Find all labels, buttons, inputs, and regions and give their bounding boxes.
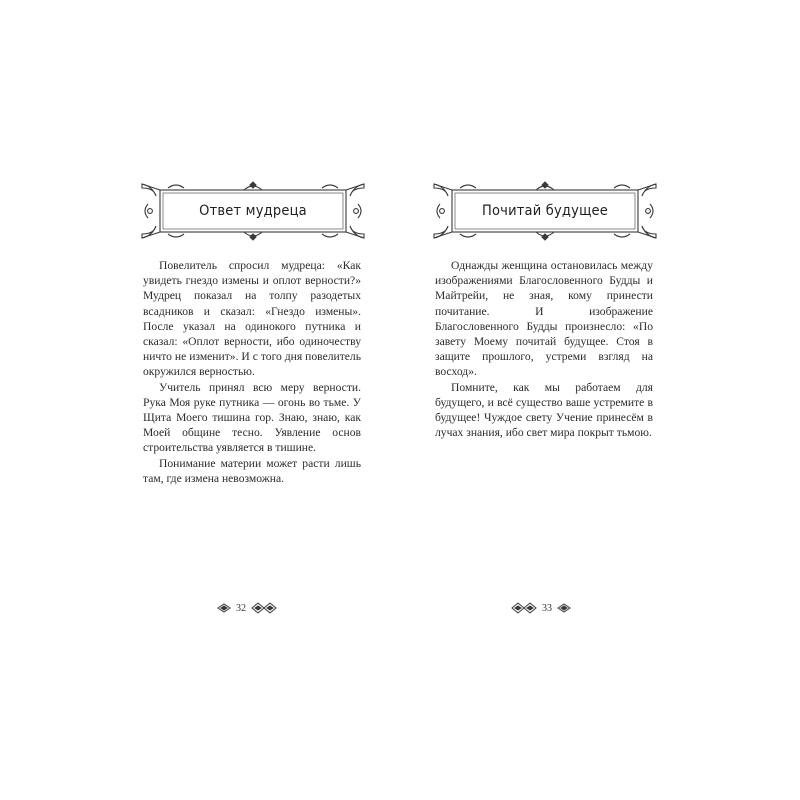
title-frame	[138, 180, 368, 242]
fleuron-icon	[216, 602, 232, 614]
page-number: 33	[542, 602, 552, 614]
page-number: 32	[236, 602, 246, 614]
right-page	[400, 0, 800, 800]
page-footer	[510, 598, 572, 618]
paragraph: Учитель принял всю меру верности. Рука Моя руке путника — огонь во тьме. У Щита Моего тишина гор. Знаю, знаю, как Моей общине тесно. Уявление основ строительства уявляется в тишине.	[143, 380, 361, 455]
paragraph: Повелитель спросил мудреца: «Как увидеть гнездо измены и оплот верности?» Мудрец показал на толпу разодетых всадников и сказал: «Гнездо измены». После указал на одинокого путника и сказал: «Оплот верности, ибо одиночеству ничто не изменит». И с того дня повелитель окружился верностью.	[143, 259, 361, 379]
body-text	[143, 258, 361, 486]
fleuron-icon	[510, 601, 538, 615]
page-footer	[216, 598, 278, 618]
fleuron-icon	[250, 601, 278, 615]
paragraph: Помните, как мы работаем для будущего, и всё существо ваше устремите в будущее! Чуждое свету Учение принесём в лучах знания, ибо свет мира покрыт тьмою.	[435, 380, 653, 440]
paragraph: Понимание материи может расти лишь там, где измена невозможна.	[143, 456, 361, 485]
body-text	[435, 258, 653, 440]
fleuron-icon	[556, 602, 572, 614]
title-frame	[430, 180, 660, 242]
section-title: Почитай будущее	[481, 203, 609, 219]
paragraph: Однажды женщина остановилась между изображениями Благословенного Будды и Майтрейи, не зная, кому принести почитание. И изображение Благословенного Будды произнесло: «По завету Моему почитай будущее. Стоя в защите прошлого, устреми взгляд на восход».	[435, 259, 653, 379]
section-title: Ответ мудреца	[199, 203, 307, 219]
